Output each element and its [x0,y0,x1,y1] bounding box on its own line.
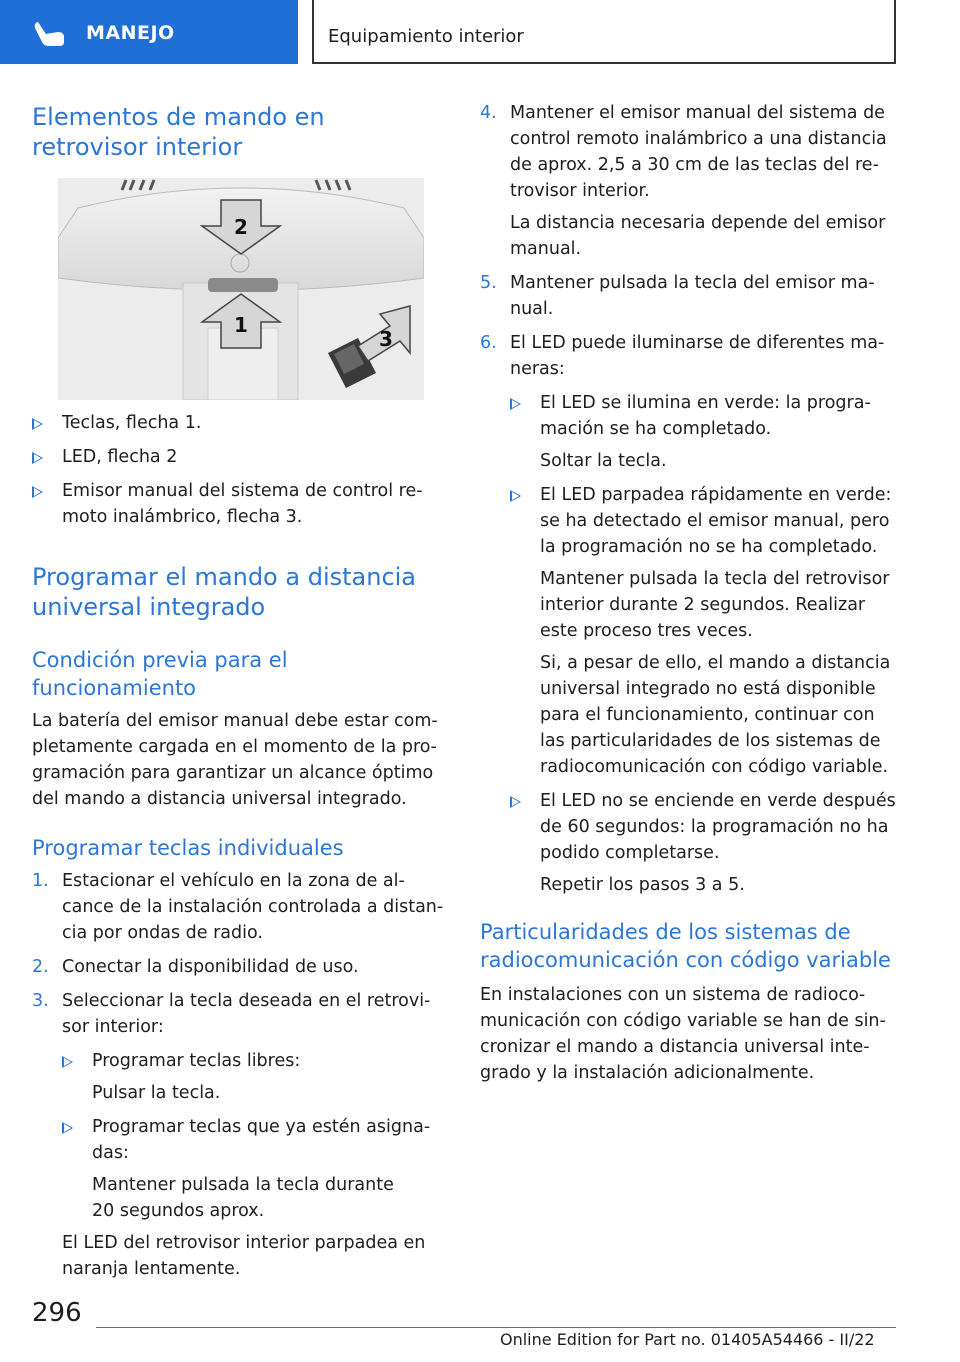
triangle-bullet-icon [62,1122,73,1134]
sub-bullet-text: Pulsar la tecla. [92,1083,221,1103]
sub-bullet: Programar teclas libres: [62,1048,446,1074]
step-item: 1. Estacionar el vehículo en la zona de alcance de la instalación controlada a distancia por ondas de radio. [32,871,444,943]
step-item: 5. Mantener pulsada la tecla del emisor manual. [480,273,875,319]
step-item: 3. Seleccionar la tecla deseada en el retrovisor interior: [32,991,431,1037]
led-note: El LED del retrovisor interior parpadea en naranja lentamente. [62,1233,426,1279]
chapter-title: Equipamiento interior [328,26,524,47]
mirror-figure [58,178,424,400]
heading-keys: Programar teclas individuales [32,836,344,860]
section-tab [0,0,298,64]
figure-bullet: LED, flecha 2 [32,444,444,470]
step-note: La distancia necesaria depende del emisor manual. [510,213,886,259]
chapter-header [312,0,896,64]
sub-bullet: Programar teclas que ya estén asignadas: [62,1114,446,1166]
triangle-bullet-icon [32,418,43,430]
figure-label-2: 2 [234,215,248,239]
steering-hand-icon [32,20,72,48]
figure-label-1: 1 [234,313,248,337]
section-name: MANEJO [86,22,175,44]
page-number: 296 [32,1298,82,1328]
figure-bullet: Teclas, flecha 1. [32,410,444,436]
heading-controls: Elementos de mando en retrovisor interior [32,103,325,161]
triangle-bullet-icon [62,1056,73,1068]
triangle-bullet-icon [510,490,521,502]
step-item: 4. Mantener el emisor manual del sistema de control remoto inalámbrico a una distancia de aprox. 2,5 a 30 cm de las teclas del retrovisor interior. [480,103,887,201]
triangle-bullet-icon [510,796,521,808]
led-bullet: El LED se ilumina en verde: la programación se ha completado. [510,390,896,442]
heading-condition: Condición previa para el funcionamiento [32,648,288,700]
led-bullet-text: Si, a pesar de ello, el mando a distancia universal integrado no está disponible para el funcionamiento, continuar con las particularidades de los sistemas de radiocomunicación con código variable. [540,653,891,777]
figure-label-3: 3 [379,327,393,351]
led-bullet-text: Repetir los pasos 3 a 5. [540,875,745,895]
led-bullet-text: Soltar la tecla. [540,451,667,471]
led-bullet: El LED parpadea rápidamente en verde: se ha detectado el emisor manual, pero la programación no se ha completado. [510,482,896,560]
led-bullet: El LED no se enciende en verde después de 60 segundos: la programación no ha podido completarse. [510,788,896,866]
step-item: 2. Conectar la disponibilidad de uso. [32,957,359,977]
figure-bullet: Emisor manual del sistema de control remoto inalámbrico, flecha 3. [32,478,444,530]
footer-divider [96,1327,896,1328]
led-bullet-text: Mantener pulsada la tecla del retrovisor interior durante 2 segundos. Realizar este proceso tres veces. [540,569,890,641]
triangle-bullet-icon [510,398,521,410]
heading-program: Programar el mando a distancia universal integrado [32,563,417,621]
triangle-bullet-icon [32,486,43,498]
triangle-bullet-icon [32,452,43,464]
paragraph-rolling-code: En instalaciones con un sistema de radiocomunicación con código variable se han de sincronizar el mando a distancia universal integrado y la instalación adicionalmente. [480,985,886,1083]
step-item: 6. El LED puede iluminarse de diferentes maneras: [480,333,885,379]
footer-edition: Online Edition for Part no. 01405A54466 - II/22 [500,1330,875,1349]
sub-bullet-text: Mantener pulsada la tecla durante 20 segundos aprox. [92,1175,394,1221]
heading-rolling-code: Particularidades de los sistemas de radiocomunicación con código variable [480,920,891,972]
paragraph-condition: La batería del emisor manual debe estar completamente cargada en el momento de la programación para garantizar un alcance óptimo del mando a distancia universal integrado. [32,711,438,809]
